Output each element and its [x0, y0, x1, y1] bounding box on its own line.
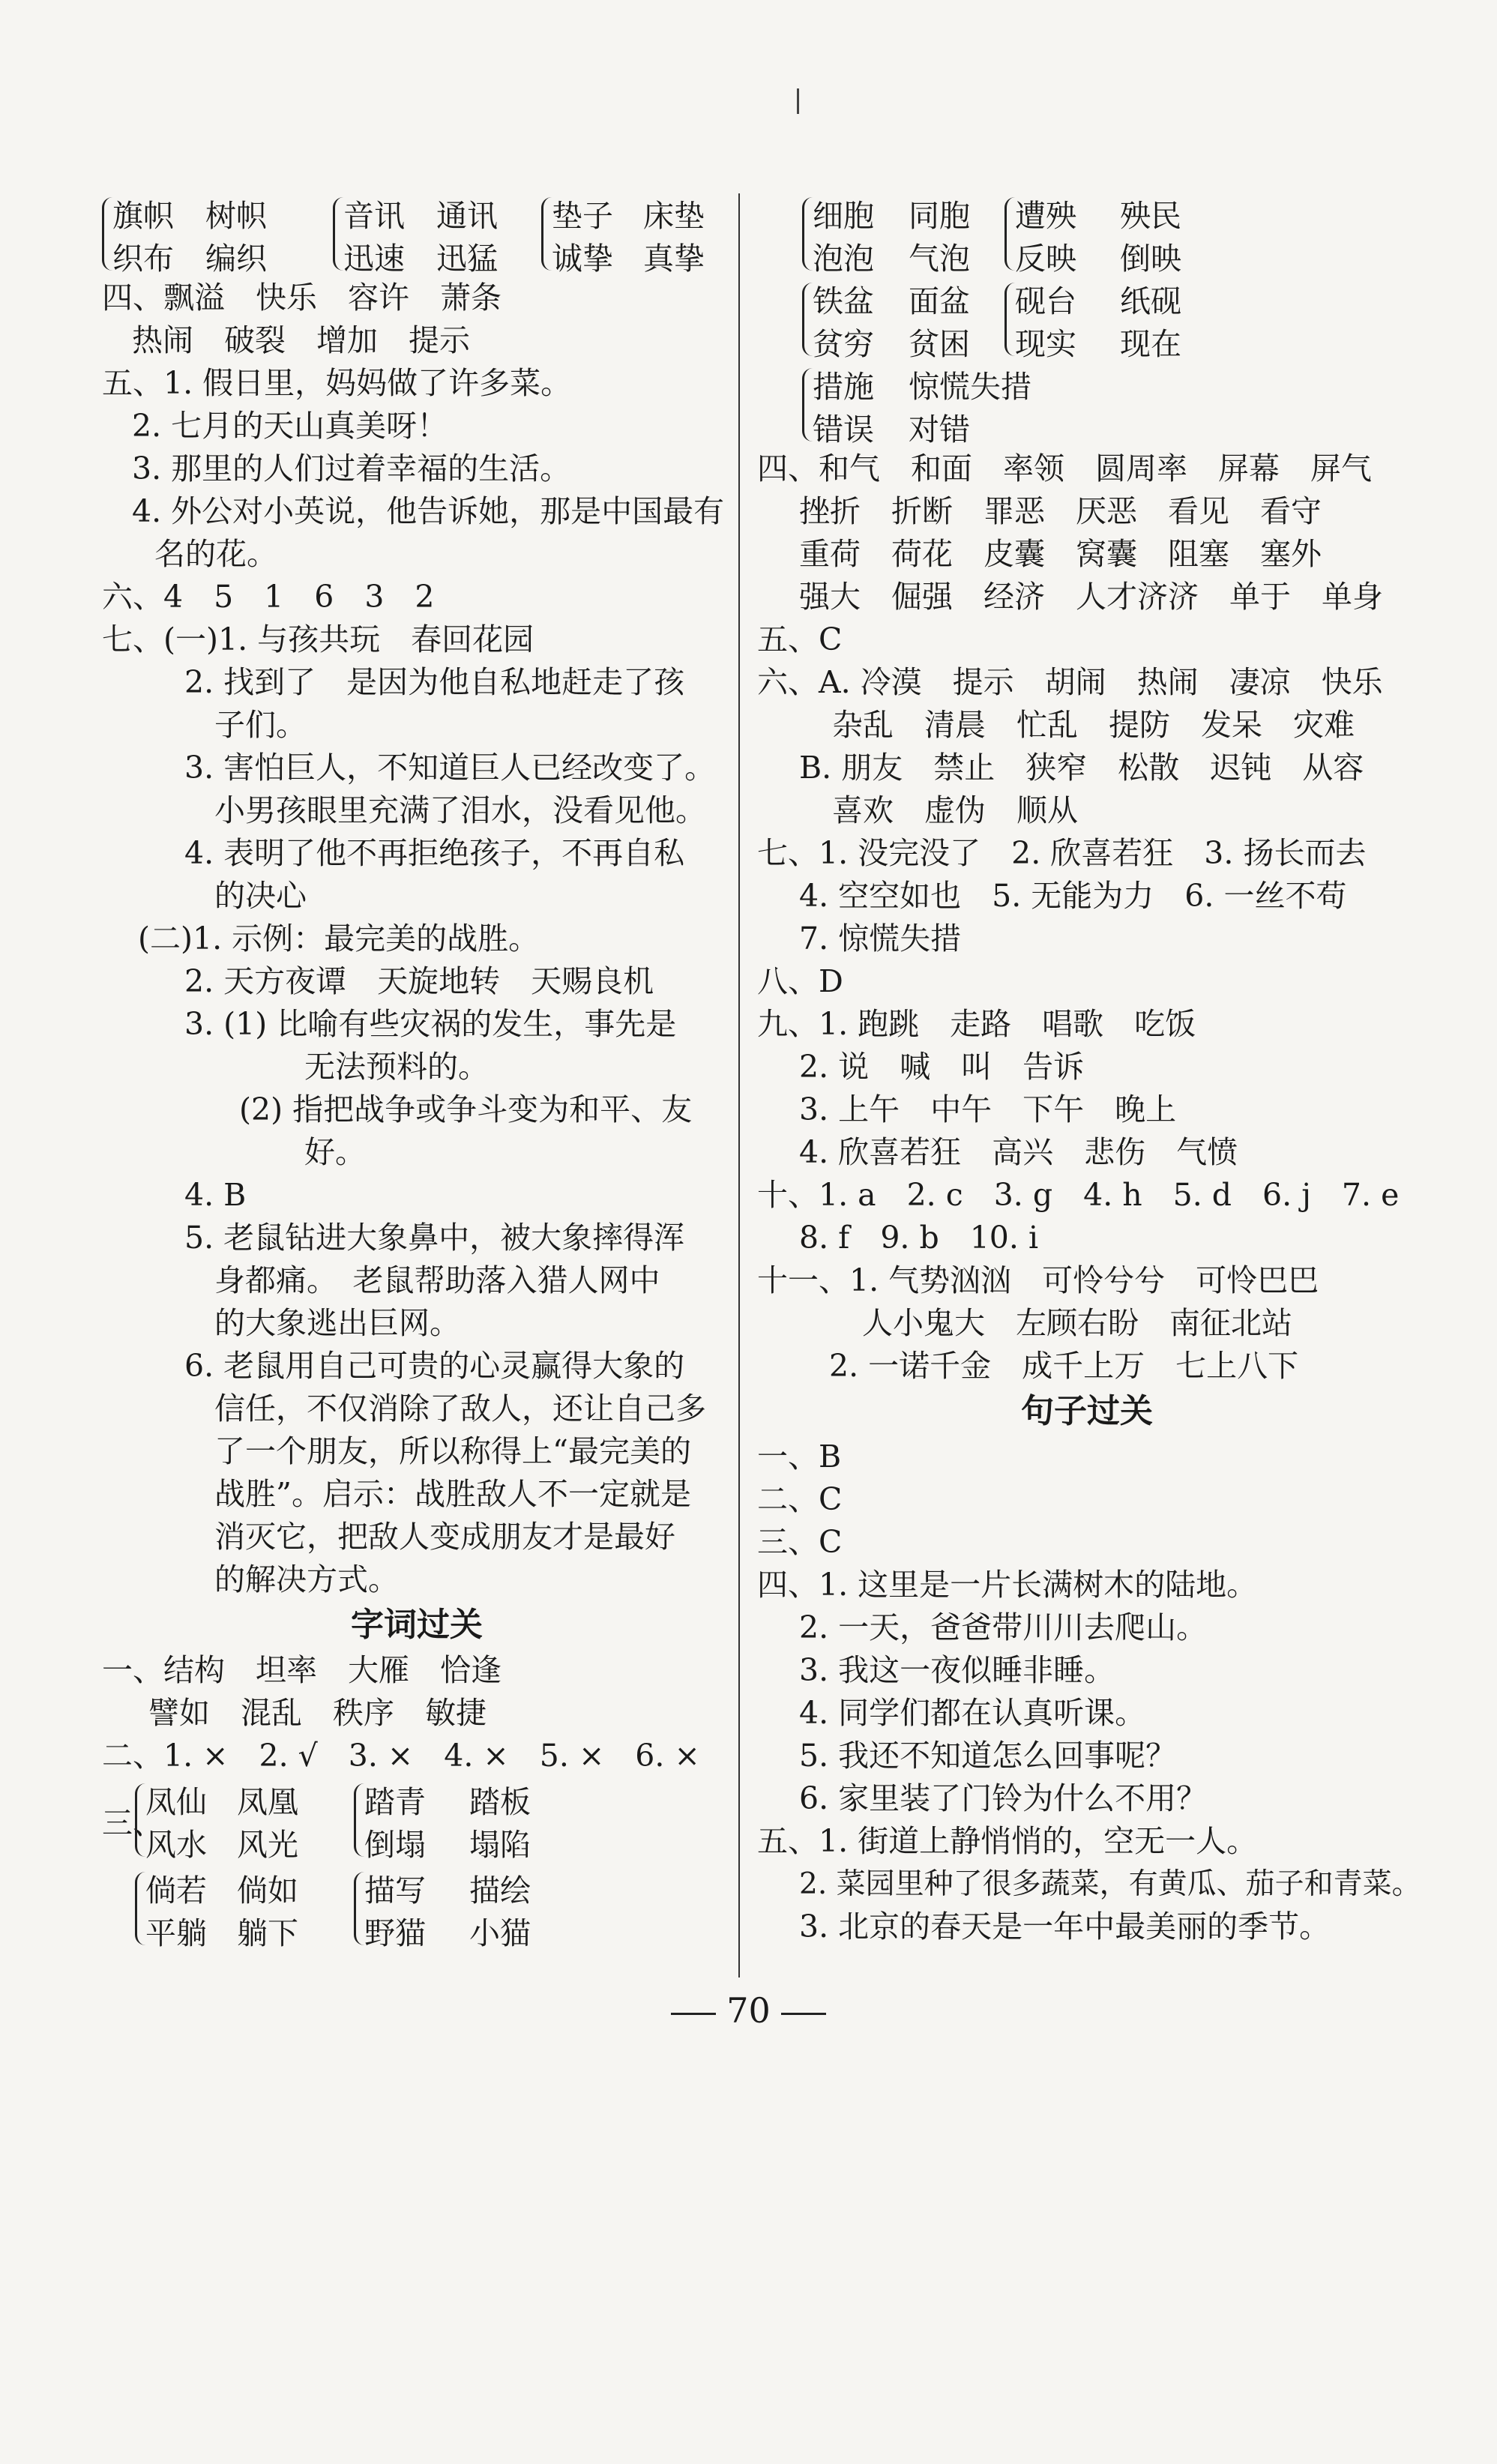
word: 贫穷 — [813, 326, 874, 362]
answer-line: (二)1. 示例：最完美的战胜。 — [138, 921, 540, 957]
answer-line: 六、A. 冷漠 提示 胡闹 热闹 凄凉 快乐 — [757, 664, 1383, 700]
answer-line: 一、结构 坦率 大雁 恰逢 — [102, 1652, 501, 1688]
left-column — [102, 191, 732, 1951]
answer-line: 6. 家里装了门铃为什么不用？ — [799, 1780, 1208, 1816]
word: 倒塌 — [364, 1827, 426, 1863]
section-title: 字词过关 — [351, 1606, 483, 1644]
answer-line: 七、1. 没完没了 2. 欣喜若狂 3. 扬长而去 — [757, 835, 1367, 871]
answer-line: 8. f 9. b 10. i — [799, 1220, 1039, 1256]
answer-line: 4. 外公对小英说，他告诉她，那是中国最有 — [132, 493, 725, 529]
answer-line: 喜欢 虚伪 顺从 — [832, 792, 1078, 828]
page-number — [0, 1990, 1497, 2031]
answer-line: 3. (1) 比喻有些灾祸的发生，事先是 — [184, 1006, 677, 1042]
brace-pairs-row — [102, 1866, 732, 1951]
answer-line: 四、1. 这里是一片长满树木的陆地。 — [757, 1567, 1258, 1603]
answer-line: 二、C — [757, 1481, 843, 1517]
word: 凤仙 — [145, 1784, 207, 1820]
word: 真挚 — [643, 241, 705, 277]
answer-line: 重荷 荷花 皮囊 窝囊 阻塞 塞外 — [799, 536, 1322, 572]
answer-line: 5. 老鼠钻进大象鼻中，被大象摔得浑 — [184, 1220, 685, 1256]
word: 树帜 — [205, 198, 267, 234]
answer-line: 十一、1. 气势汹汹 可怜兮兮 可怜巴巴 — [757, 1262, 1319, 1298]
answer-line: 2. 七月的天山真美呀！ — [132, 408, 448, 444]
answer-line: 4. 空空如也 5. 无能为力 6. 一丝不苟 — [799, 878, 1347, 914]
word: 躺下 — [237, 1915, 298, 1951]
word: 编织 — [205, 241, 267, 277]
answer-line: 4. B — [184, 1177, 247, 1213]
answer-line: 的解决方式。 — [214, 1561, 399, 1597]
page-number-text: 70 — [726, 1990, 771, 2031]
word: 垫子 — [552, 198, 613, 234]
answer-line: 四、和气 和面 率领 圆周率 屏幕 屏气 — [757, 451, 1372, 487]
answer-line: 消灭它，把敌人变成朋友才是最好 — [214, 1519, 675, 1555]
answer-line: 五、C — [757, 621, 843, 657]
brace-pairs-row — [757, 277, 1417, 362]
answer-line: 八、D — [757, 963, 843, 999]
answer-line: 譬如 混乱 秩序 敏捷 — [148, 1695, 487, 1731]
word: 小猫 — [469, 1915, 531, 1951]
answer-line: 子们。 — [214, 707, 307, 743]
answer-line: B. 朋友 禁止 狭窄 松散 迟钝 从容 — [799, 750, 1364, 786]
word: 迅猛 — [436, 241, 498, 277]
word: 倘如 — [237, 1873, 298, 1909]
word: 描绘 — [469, 1873, 531, 1909]
word: 音讯 — [343, 198, 405, 234]
answer-line: 强大 倔强 经济 人才济济 单于 单身 — [799, 579, 1383, 615]
word: 细胞 — [813, 198, 874, 234]
answer-line: 一、B — [757, 1439, 842, 1475]
word: 同胞 — [909, 198, 970, 234]
answer-line: 三、C — [757, 1524, 843, 1560]
answer-line: 5. 我还不知道怎么回事呢？ — [799, 1738, 1177, 1774]
word: 塌陷 — [469, 1827, 531, 1863]
answer-line: 2. 菜园里种了很多蔬菜，有黄瓜、茄子和青菜。 — [799, 1867, 1421, 1901]
answer-line: 7. 惊慌失措 — [799, 921, 962, 957]
question-label: 三、 — [102, 1805, 163, 1841]
answer-line: 2. 一诺千金 成千上万 七上八下 — [829, 1348, 1299, 1384]
answer-line: 6. 老鼠用自己可贵的心灵赢得大象的 — [184, 1348, 685, 1384]
answer-line: 人小鬼大 左顾右盼 南征北站 — [862, 1305, 1292, 1341]
answer-line: 4. 欣喜若狂 高兴 悲伤 气愤 — [799, 1134, 1238, 1170]
answer-line: 四、飘溢 快乐 容许 萧条 — [102, 280, 501, 316]
word: 错误 — [813, 412, 874, 448]
word: 踏板 — [469, 1784, 531, 1820]
answer-line: 热闹 破裂 增加 提示 — [132, 322, 470, 358]
word: 描写 — [364, 1873, 426, 1909]
brace-pairs-row — [757, 362, 1417, 448]
word: 殃民 — [1120, 198, 1181, 234]
word: 通讯 — [436, 198, 498, 234]
answer-line: 战胜”。启示：战胜敌人不一定就是 — [214, 1476, 691, 1512]
word: 面盆 — [909, 283, 970, 319]
answer-line: 2. 说 喊 叫 告诉 — [799, 1049, 1085, 1085]
answer-line: 五、1. 街道上静悄悄的，空无一人。 — [757, 1823, 1258, 1859]
answer-line: 3. 上午 中午 下午 晚上 — [799, 1091, 1177, 1127]
answer-line: 七、(一)1. 与孩共玩 春回花园 — [102, 621, 534, 657]
word: 砚台 — [1015, 283, 1076, 319]
answer-line: 五、1. 假日里，妈妈做了许多菜。 — [102, 365, 572, 401]
answer-line: 六、4 5 1 6 3 2 — [102, 579, 435, 615]
answer-line: 2. 找到了 是因为他自私地赶走了孩 — [184, 664, 685, 700]
answer-line: 九、1. 跑跳 走路 唱歌 吃饭 — [757, 1006, 1196, 1042]
word: 踏青 — [364, 1784, 426, 1820]
answer-line: 十、1. a 2. c 3. g 4. h 5. d 6. j 7. e — [757, 1177, 1400, 1213]
word: 现在 — [1120, 326, 1181, 362]
dash — [671, 2013, 716, 2015]
word: 现实 — [1015, 326, 1076, 362]
word: 床垫 — [643, 198, 705, 234]
answer-line: 3. 害怕巨人，不知道巨人已经改变了。 — [184, 750, 716, 786]
word: 惊慌失措 — [909, 369, 1031, 405]
word: 风水 — [145, 1827, 207, 1863]
answer-line: 的决心 — [214, 878, 307, 914]
answer-line: 二、1. × 2. √ 3. × 4. × 5. × 6. × — [102, 1738, 700, 1774]
right-column — [757, 191, 1421, 1948]
word: 野猫 — [364, 1915, 426, 1951]
column-divider — [738, 193, 740, 1977]
word: 倘若 — [145, 1873, 207, 1909]
answer-line: 挫折 折断 罪恶 厌恶 看见 看守 — [799, 493, 1322, 529]
answer-line: 好。 — [304, 1134, 366, 1170]
word: 气泡 — [909, 241, 970, 277]
word: 贫困 — [909, 326, 970, 362]
answer-line: 小男孩眼里充满了泪水，没看见他。 — [214, 792, 706, 828]
answer-line: 了一个朋友，所以称得上“最完美的 — [214, 1433, 691, 1469]
answer-line: 3. 我这一夜似睡非睡。 — [799, 1652, 1115, 1688]
answer-line: (2) 指把战争或争斗变为和平、友 — [239, 1091, 693, 1127]
brace-pairs-row — [102, 1777, 732, 1863]
answer-line: 信任，不仅消除了敌人，还让自己多 — [214, 1391, 706, 1427]
word: 诚挚 — [552, 241, 613, 277]
word: 凤凰 — [237, 1784, 298, 1820]
word: 织布 — [112, 241, 174, 277]
answer-line: 的大象逃出巨网。 — [214, 1305, 460, 1341]
answer-line: 身都痛。 老鼠帮助落入猎人网中 — [214, 1262, 660, 1298]
answer-line: 无法预料的。 — [304, 1049, 489, 1085]
answer-line: 3. 那里的人们过着幸福的生活。 — [132, 451, 571, 487]
word: 措施 — [813, 369, 874, 405]
brace-pairs-row — [102, 191, 732, 277]
answer-line: 3. 北京的春天是一年中最美丽的季节。 — [799, 1909, 1331, 1945]
answer-line: 2. 一天，爸爸带川川去爬山。 — [799, 1609, 1208, 1645]
answer-line: 杂乱 清晨 忙乱 提防 发呆 灾难 — [832, 707, 1355, 743]
section-title: 句子过关 — [1021, 1392, 1153, 1430]
word: 铁盆 — [813, 283, 874, 319]
word: 迅速 — [343, 241, 405, 277]
scan-mark — [797, 88, 799, 114]
answer-line: 名的花。 — [154, 536, 277, 572]
word: 反映 — [1015, 241, 1076, 277]
word: 纸砚 — [1120, 283, 1181, 319]
word: 风光 — [237, 1827, 298, 1863]
word: 泡泡 — [813, 241, 874, 277]
word: 倒映 — [1120, 241, 1181, 277]
brace-pairs-row — [757, 191, 1417, 277]
answer-line: 2. 天方夜谭 天旋地转 天赐良机 — [184, 963, 654, 999]
answer-line: 4. 同学们都在认真听课。 — [799, 1695, 1146, 1731]
word: 对错 — [909, 412, 970, 448]
word: 遭殃 — [1015, 198, 1076, 234]
word: 旗帜 — [112, 198, 174, 234]
answer-line: 4. 表明了他不再拒绝孩子，不再自私 — [184, 835, 685, 871]
dash — [781, 2013, 826, 2015]
word: 平躺 — [145, 1915, 207, 1951]
